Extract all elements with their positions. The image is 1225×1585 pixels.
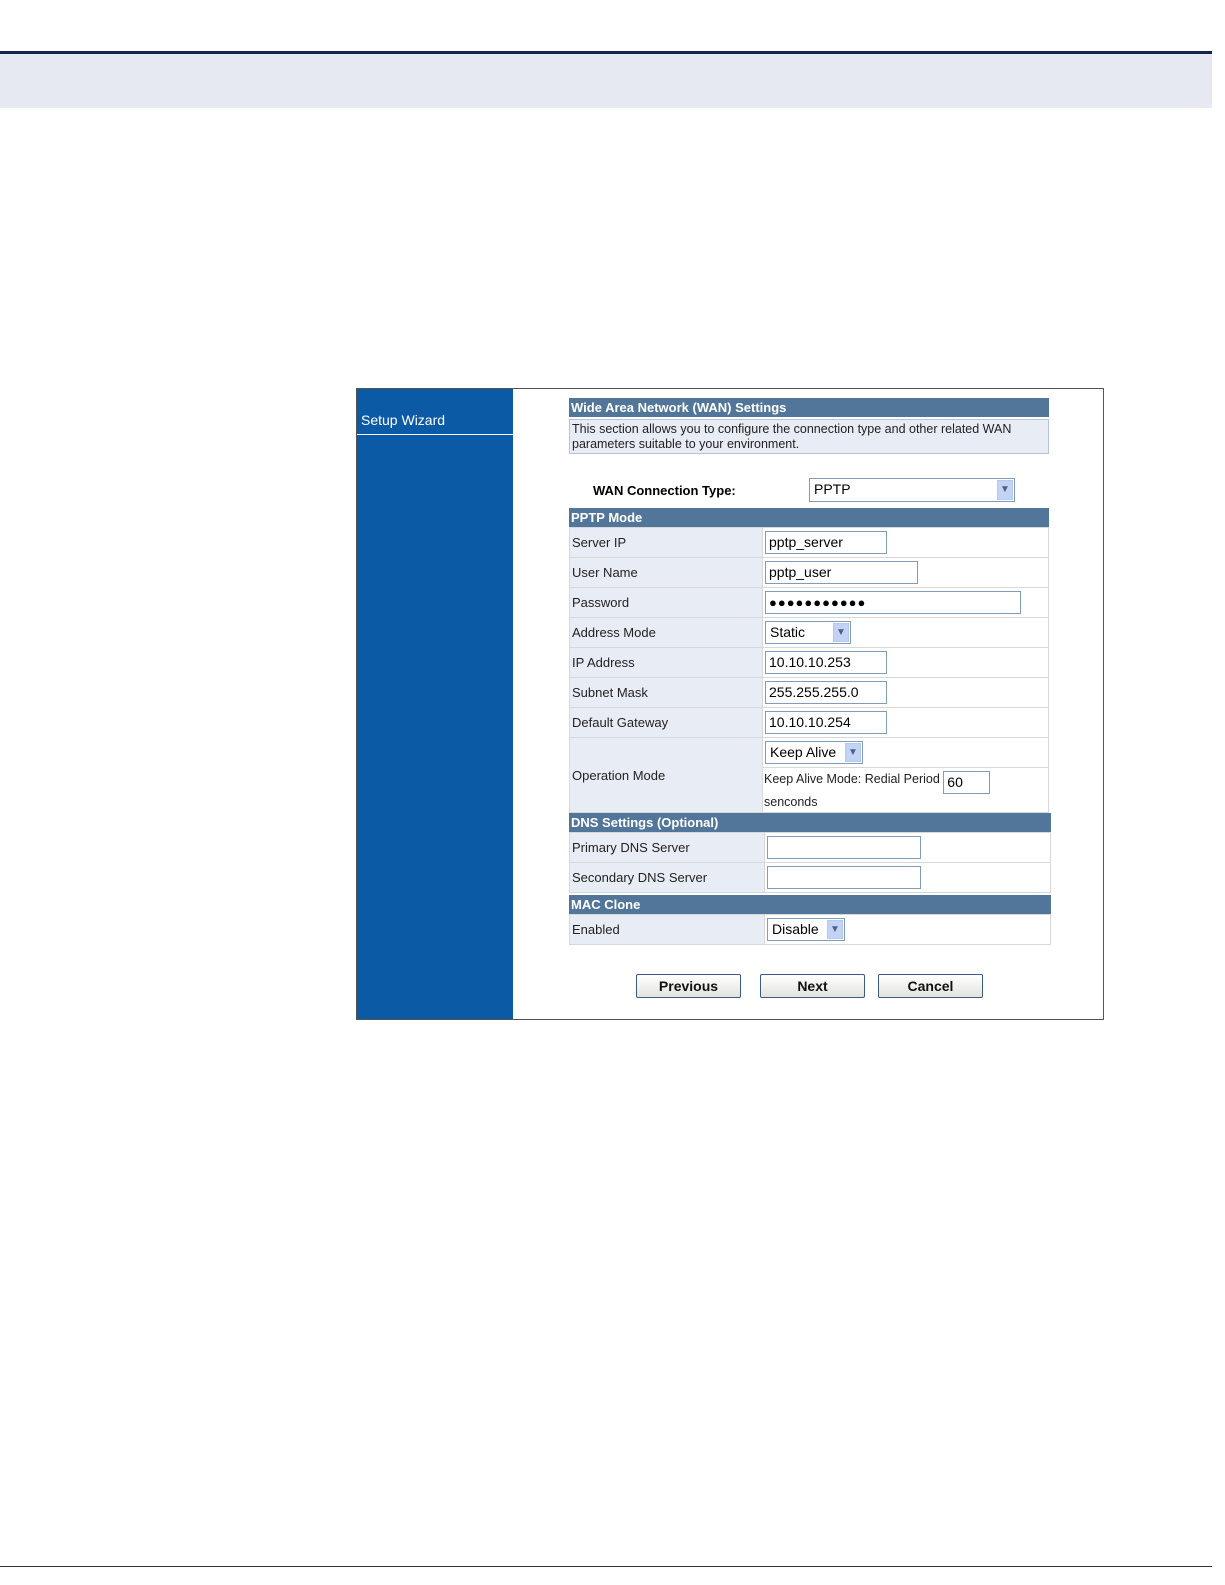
cancel-button[interactable]: Cancel [878, 974, 983, 998]
primary-dns-input[interactable] [767, 836, 921, 859]
chevron-down-icon: ▼ [997, 480, 1013, 500]
chevron-down-icon: ▼ [833, 623, 849, 642]
subnet-mask-label: Subnet Mask [570, 678, 763, 708]
main-content [569, 398, 1049, 945]
redial-period-input[interactable]: 60 [943, 771, 990, 794]
address-mode-select[interactable] [765, 621, 851, 644]
wan-section-header: Wide Area Network (WAN) Settings [569, 398, 1049, 417]
mac-clone-select[interactable] [767, 918, 845, 941]
operation-mode-row [570, 738, 1049, 768]
dns-form [569, 832, 1051, 893]
sidebar-item-setup-wizard[interactable]: Setup Wizard [357, 409, 513, 435]
server-ip-row [570, 528, 1049, 558]
operation-mode-select[interactable] [765, 741, 863, 764]
mac-clone-form [569, 914, 1051, 945]
secondary-dns-input[interactable] [767, 866, 921, 889]
subnet-mask-input[interactable]: 255.255.255.0 [765, 681, 887, 704]
address-mode-value: Static [770, 624, 806, 640]
dns-section-header: DNS Settings (Optional) [569, 813, 1051, 832]
server-ip-label: Server IP [570, 528, 763, 558]
password-row [570, 588, 1049, 618]
mac-clone-enabled-label: Enabled [570, 915, 765, 945]
chevron-down-icon: ▼ [845, 743, 861, 762]
primary-dns-label: Primary DNS Server [570, 833, 765, 863]
password-input[interactable]: ●●●●●●●●●●● [765, 591, 1021, 614]
subnet-mask-row [570, 678, 1049, 708]
next-button[interactable]: Next [760, 974, 865, 998]
setup-wizard-window [356, 388, 1104, 1020]
chevron-down-icon: ▼ [827, 920, 843, 939]
mac-clone-section-header: MAC Clone [569, 895, 1051, 914]
secondary-dns-row [570, 863, 1051, 893]
wan-description: This section allows you to configure the connection type and other related WAN parameters suitable to your environment. [569, 419, 1049, 454]
primary-dns-row [570, 833, 1051, 863]
user-name-input[interactable]: pptp_user [765, 561, 918, 584]
wan-connection-type-row [569, 478, 1049, 504]
server-ip-input[interactable]: pptp_server [765, 531, 887, 554]
ip-address-row [570, 648, 1049, 678]
pptp-section-header: PPTP Mode [569, 508, 1049, 527]
bottom-rule [0, 1566, 1212, 1567]
button-bar [636, 974, 996, 998]
pptp-form [569, 527, 1049, 813]
wan-connection-type-select[interactable] [809, 478, 1015, 502]
operation-mode-value: Keep Alive [770, 744, 837, 760]
address-mode-row [570, 618, 1049, 648]
secondary-dns-label: Secondary DNS Server [570, 863, 765, 893]
user-name-label: User Name [570, 558, 763, 588]
previous-button[interactable]: Previous [636, 974, 741, 998]
password-label: Password [570, 588, 763, 618]
wan-connection-type-label: WAN Connection Type: [593, 483, 736, 498]
user-name-row [570, 558, 1049, 588]
top-band [0, 54, 1212, 108]
address-mode-label: Address Mode [570, 618, 763, 648]
default-gateway-row [570, 708, 1049, 738]
redial-period-unit: senconds [764, 794, 818, 809]
mac-clone-enabled-row [570, 915, 1051, 945]
default-gateway-input[interactable]: 10.10.10.254 [765, 711, 887, 734]
sidebar [357, 389, 513, 1019]
mac-clone-value: Disable [772, 921, 819, 937]
redial-period-label: Keep Alive Mode: Redial Period [764, 771, 940, 786]
ip-address-label: IP Address [570, 648, 763, 678]
ip-address-input[interactable]: 10.10.10.253 [765, 651, 887, 674]
wan-connection-type-value: PPTP [814, 481, 851, 497]
default-gateway-label: Default Gateway [570, 708, 763, 738]
operation-mode-label: Operation Mode [570, 738, 763, 813]
